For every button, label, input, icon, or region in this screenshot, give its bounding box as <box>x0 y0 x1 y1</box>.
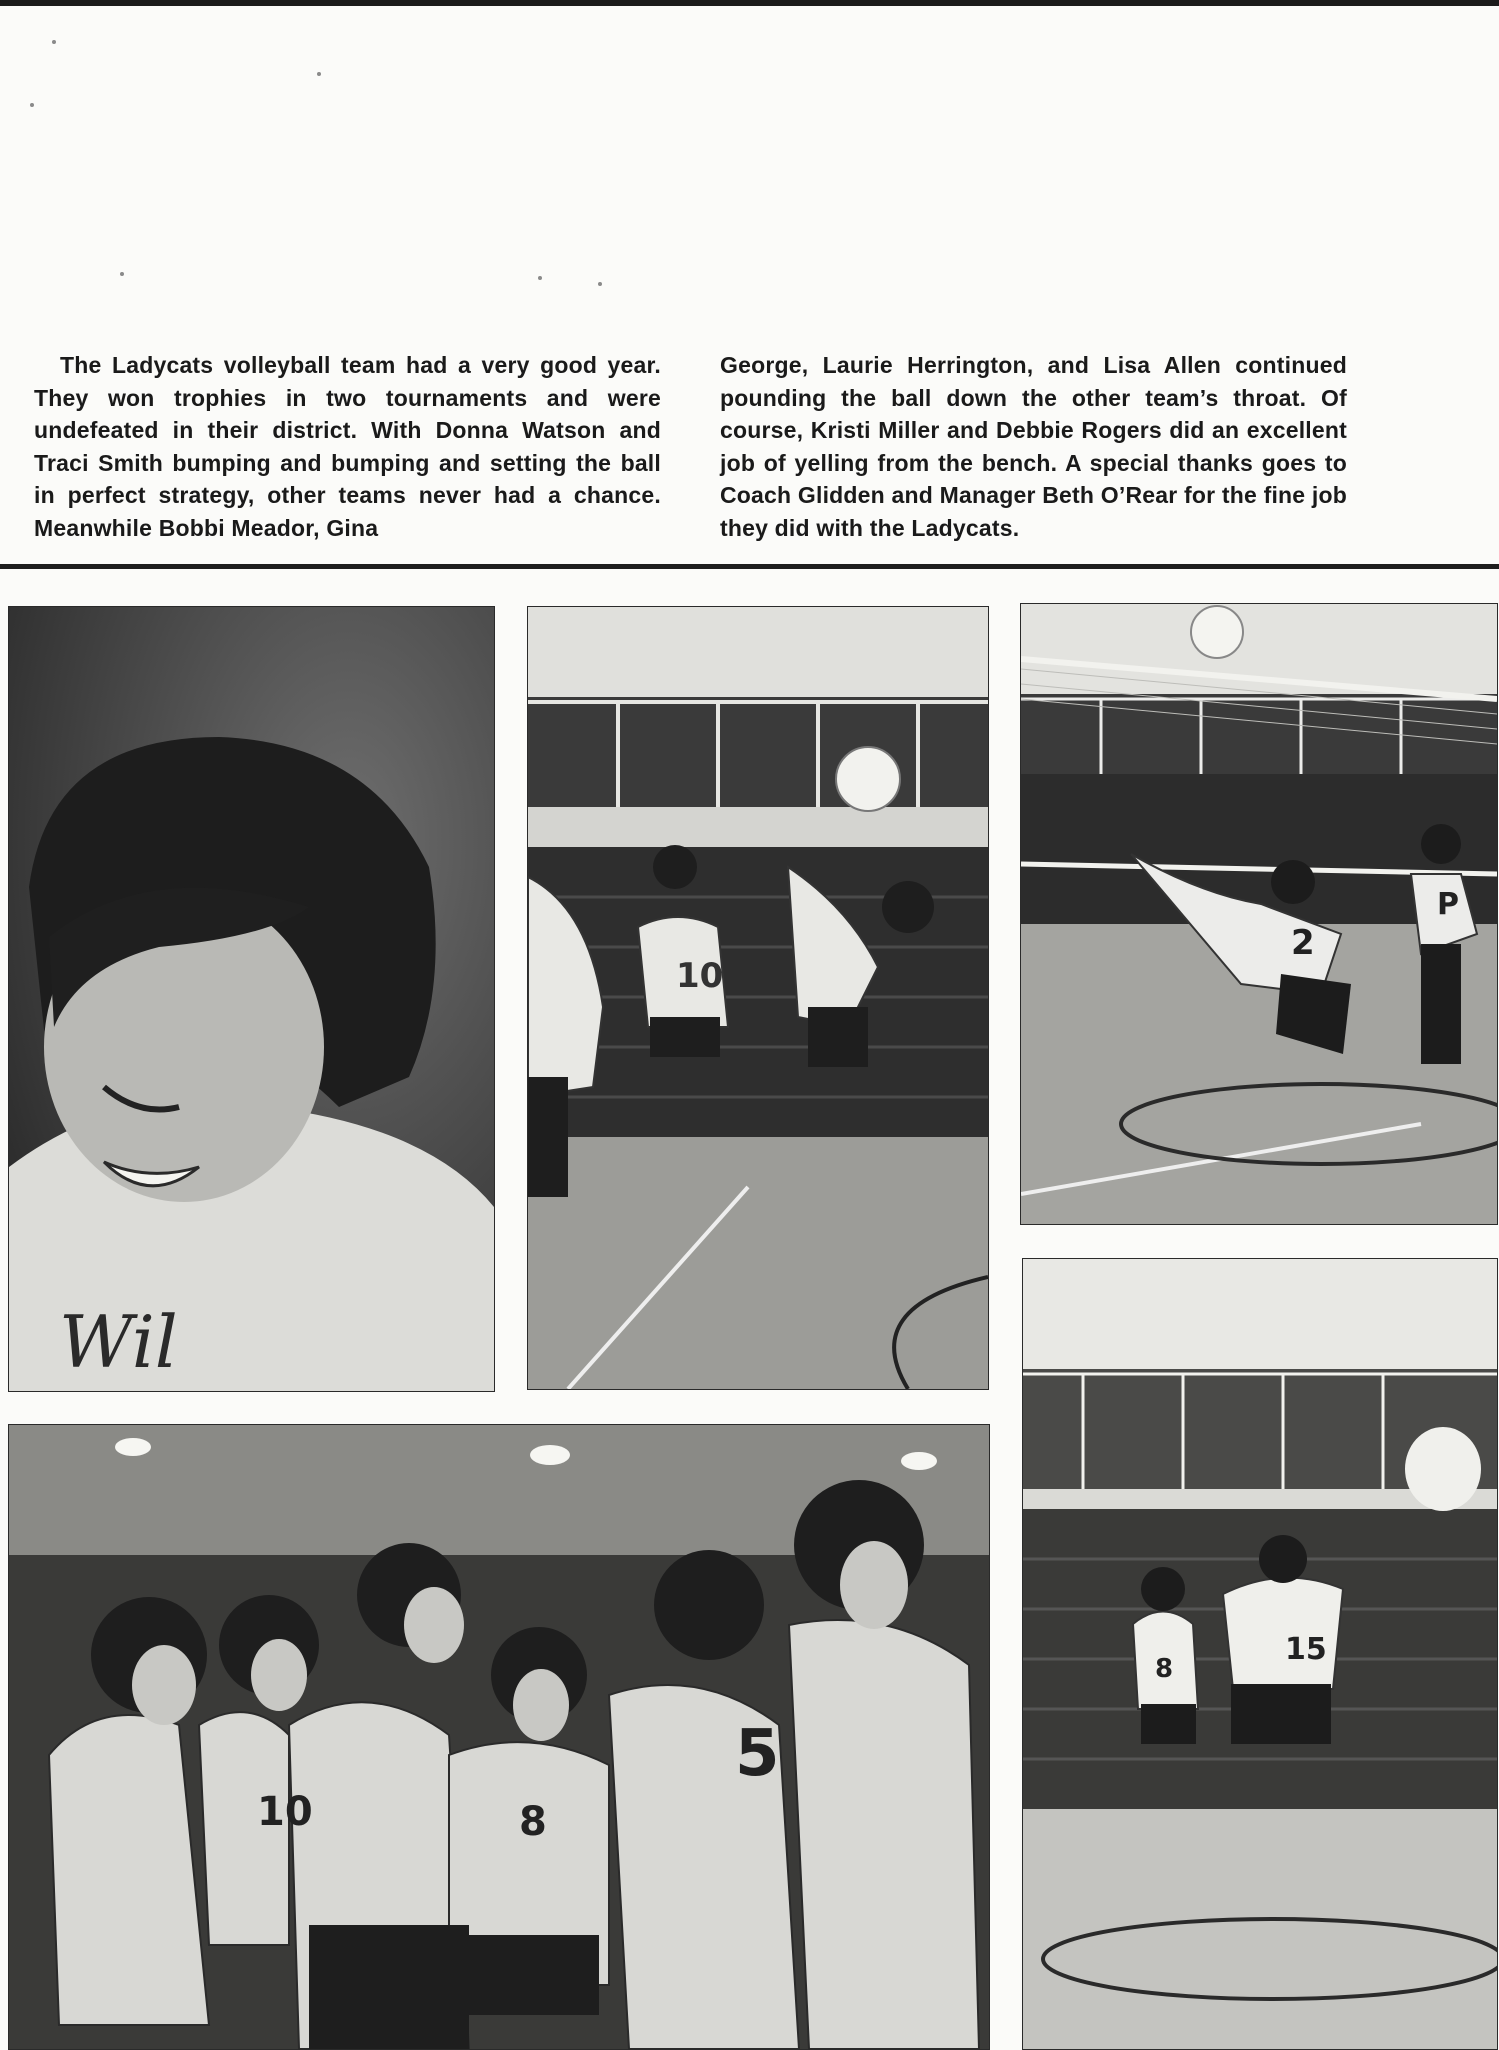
print-speck <box>52 40 56 44</box>
jersey-number-bumping: 10 <box>676 956 724 996</box>
photo-player-spike <box>1020 603 1498 1225</box>
photo-player-bumping <box>527 606 989 1390</box>
photo-portrait-player <box>8 606 495 1392</box>
jersey-number-huddle-center: 8 <box>519 1799 547 1845</box>
article-column-right: George, Laurie Herrington, and Lisa Allen continued pounding the ball down the other team’s throat. Of course, Kristi Miller and Debbie Rogers did an excellent job of yelling from the bench. A special thanks goes to Coach Glidden and Manager Beth O’Rear for the fine job they did with the Ladycats. <box>720 352 1347 541</box>
photo-players-ready <box>1022 1258 1498 2050</box>
jersey-number-ready-left: 8 <box>1155 1654 1174 1684</box>
article-column-left: The Ladycats volleyball team had a very good year. They won trophies in two tournaments and were undefeated in their district. With Donna Watson and Traci Smith bumping and bumping and setting the ball in perfect strategy, other teams never had a chance. Meanwhile Bobbi Meador, Gina <box>34 352 661 541</box>
print-speck <box>30 103 34 107</box>
print-speck <box>317 72 321 76</box>
photo-team-huddle <box>8 1424 990 2050</box>
jersey-number-spike: 2 <box>1291 923 1315 963</box>
print-speck <box>598 282 602 286</box>
section-divider <box>0 564 1499 569</box>
jersey-letter-p: P <box>1437 887 1459 922</box>
top-border-rule <box>0 0 1499 6</box>
print-speck <box>538 276 542 280</box>
jersey-number-huddle-left: 10 <box>257 1789 313 1835</box>
jersey-number-huddle-right: 5 <box>735 1717 780 1791</box>
shirt-lettering: Wil <box>59 1300 178 1384</box>
print-speck <box>120 272 124 276</box>
jersey-number-ready-right: 15 <box>1285 1632 1327 1667</box>
